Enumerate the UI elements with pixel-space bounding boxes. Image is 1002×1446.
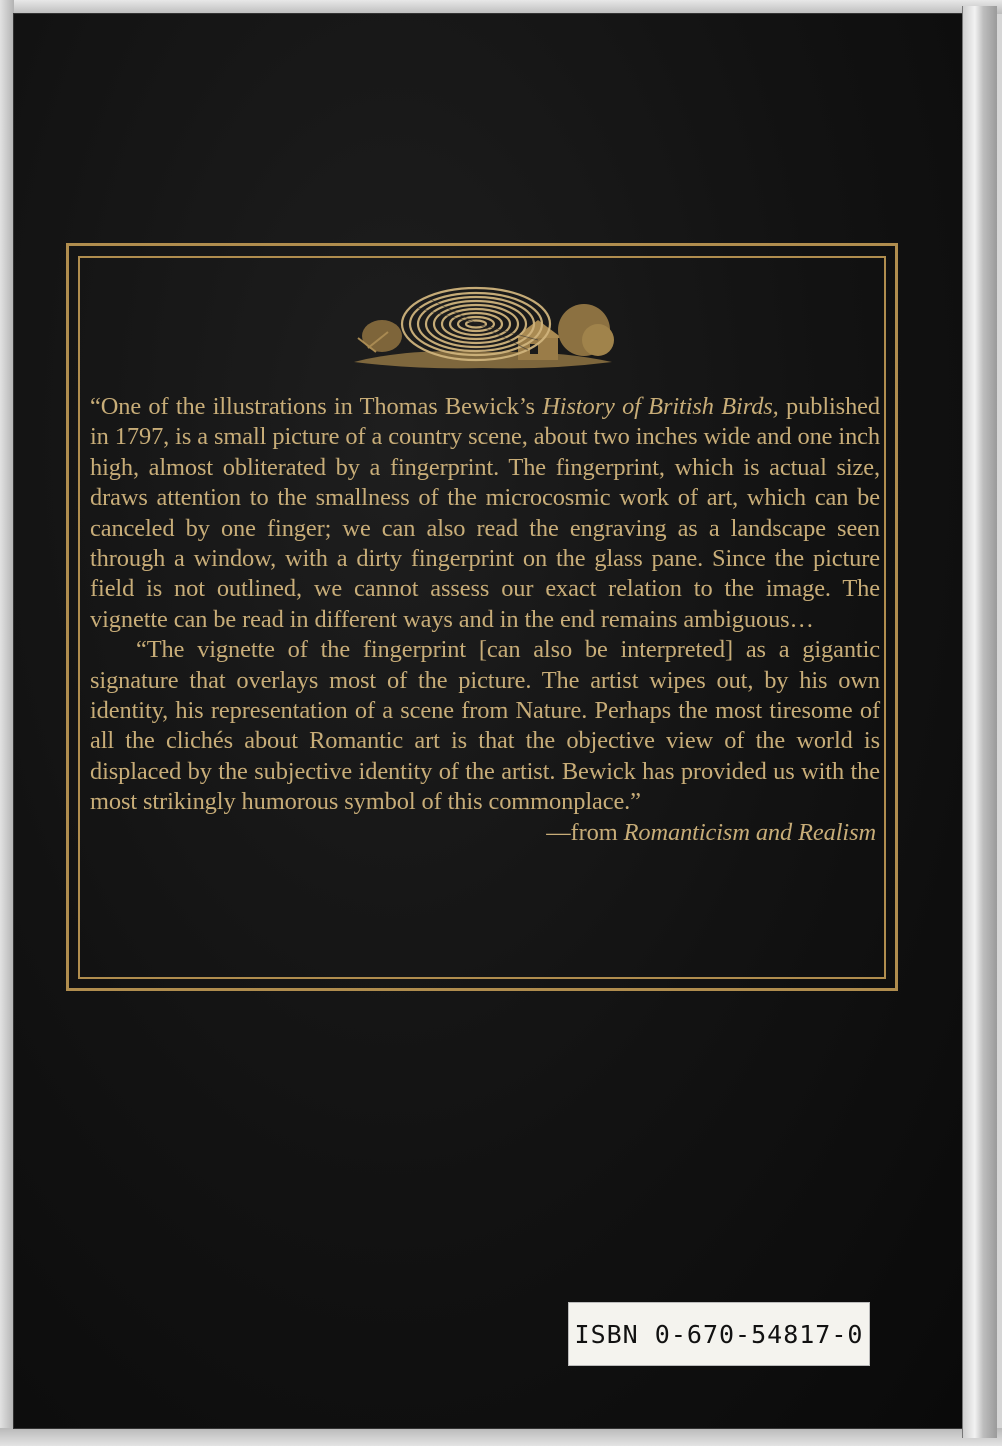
quote-paragraph-1-rest: published in 1797, is a small picture of a country scene, about two inches wide and one inch high, almost obliterated by a fingerprint. The fingerprint, which is actual size, draws attention to the smallness of the microcosmic work of art, which can be canceled by one finger; we can also read the engraving as a landscape seen through a window, with a dirty fingerprint on the glass pane. Since the picture field is not outlined, we cannot assess our exact relation to the image. The vignette can be read in different ways and in the end remains ambiguous…: [90, 393, 880, 633]
book-title-history-of-british-birds: History of British Birds,: [542, 393, 779, 420]
fingerprint-landscape-engraving-icon: [348, 278, 618, 386]
quotation-text: [90, 392, 880, 848]
isbn-label: ISBN 0-670-54817-0: [568, 1302, 870, 1366]
source-prefix: —from: [546, 818, 624, 846]
jacket-bottom-edge: [0, 1428, 1002, 1446]
quote-paragraph-1: [90, 392, 880, 635]
source-title: Romanticism and Realism: [623, 818, 876, 846]
quote-source: [90, 818, 880, 848]
jacket-right-edge: [962, 6, 997, 1438]
quote-paragraph-2: “The vignette of the fingerprint [can also be interpreted] as a gigantic signature that overlays most of the picture. The artist wipes out, by his own identity, his representation of a scene from Nature. Perhaps the most tiresome of all the clichés about Romantic art is that the objective view of the world is displaced by the subjective identity of the artist. Bewick has provided us with the most strikingly humorous symbol of this commonplace.”: [90, 636, 880, 816]
jacket-left-edge: [0, 0, 14, 1446]
quote-opening: “One of the illustrations in Thomas Bewick’s: [90, 393, 543, 420]
jacket-top-edge: [0, 0, 1002, 14]
